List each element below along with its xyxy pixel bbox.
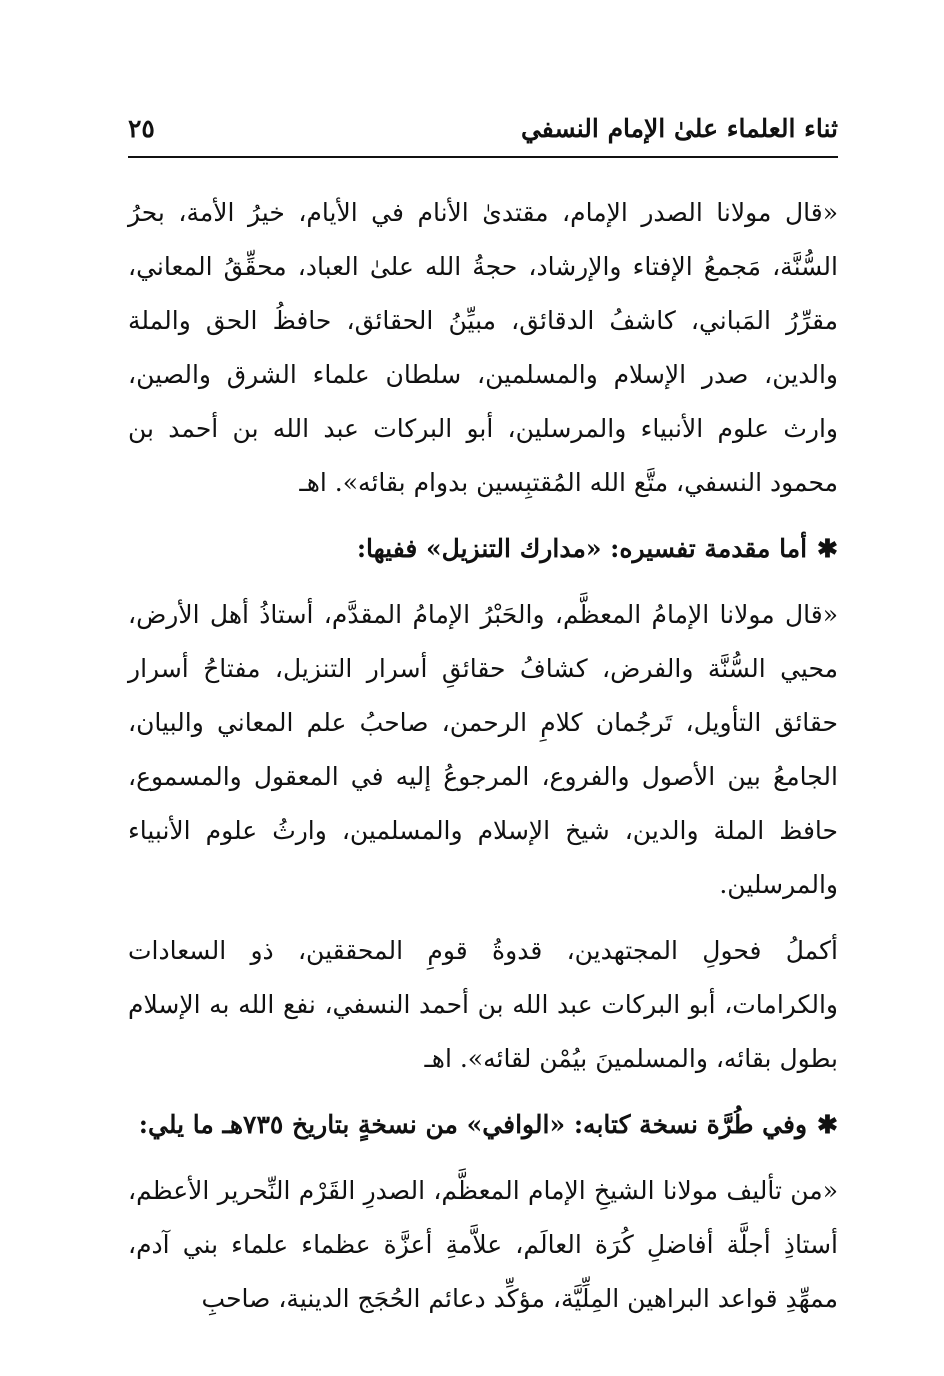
header-rule xyxy=(128,156,838,158)
section-note-2 xyxy=(128,1098,838,1152)
section-note-text: أما مقدمة تفسيره: «مدارك التنزيل» ففيها: xyxy=(356,534,808,563)
running-title: ثناء العلماء علىٰ الإمام النسفي xyxy=(520,114,838,143)
page-number: ٢٥ xyxy=(128,114,155,143)
quote-paragraph-4: «من تأليف مولانا الشيخِ الإمام المعظَّم، الصدرِ القَرْم النِّحرير الأعظم، أستاذِ أجلَّة أفاضلِ كُرَة العالَم، علاَّمةِ أعزَّة عظماء علماء بني آدم، ممهِّدِ قواعد البراهين المِلِّيَّة، مؤكِّد دعائم الحُجَج الدينية، صاحبِ xyxy=(128,1176,838,1313)
page-body xyxy=(128,186,838,1338)
quote-paragraph-3: أكملُ فحولِ المجتهدين، قدوةُ قومِ المحققين، ذو السعادات والكرامات، أبو البركات عبد الله بن أحمد النسفي، نفع الله به الإسلام بطول بقائه، والمسلمينَ بيُمْن لقائه». اهـ xyxy=(128,936,838,1073)
section-note-1 xyxy=(128,522,838,576)
section-note-text: وفي طُرَّة نسخة كتابه: «الوافي» من نسخةٍ بتاريخ ٧٣٥هـ ما يلي: xyxy=(138,1110,808,1139)
quote-paragraph-2: «قال مولانا الإمامُ المعظَّم، والحَبْرُ الإمامُ المقدَّم، أستاذُ أهل الأرض، محيي السُّنَّة والفرض، كشافُ حقائقِ أسرار التنزيل، مفتاحُ أسرار حقائق التأويل، تَرجُمان كلامِ الرحمن، صاحبُ علم المعاني والبيان، الجامعُ بين الأصول والفروع، المرجوعُ إليه في المعقول والمسموع، حافظ الملة والدين، شيخ الإسلام والمسلمين، وارثُ علوم الأنبياء والمرسلين. xyxy=(128,600,838,899)
asterisk-bullet-icon: ✱ xyxy=(817,1110,838,1139)
asterisk-bullet-icon: ✱ xyxy=(817,534,838,563)
quote-paragraph-1: «قال مولانا الصدر الإمام، مقتدىٰ الأنام في الأيام، خيرُ الأمة، بحرُ السُّنَّة، مَجمعُ الإفتاء والإرشاد، حجةُ الله علىٰ العباد، محقِّقُ المعاني، مقرِّرُ المَباني، كاشفُ الدقائق، مبيِّنُ الحقائق، حافظُ الحق والملة والدين، صدر الإسلام والمسلمين، سلطان علماء الشرق والصين، وارث علوم الأنبياء والمرسلين، أبو البركات عبد الله بن أحمد بن محمود النسفي، متَّع الله المُقتبِسين بدوام بقائه». اهـ xyxy=(128,198,838,497)
page-header xyxy=(128,110,838,158)
